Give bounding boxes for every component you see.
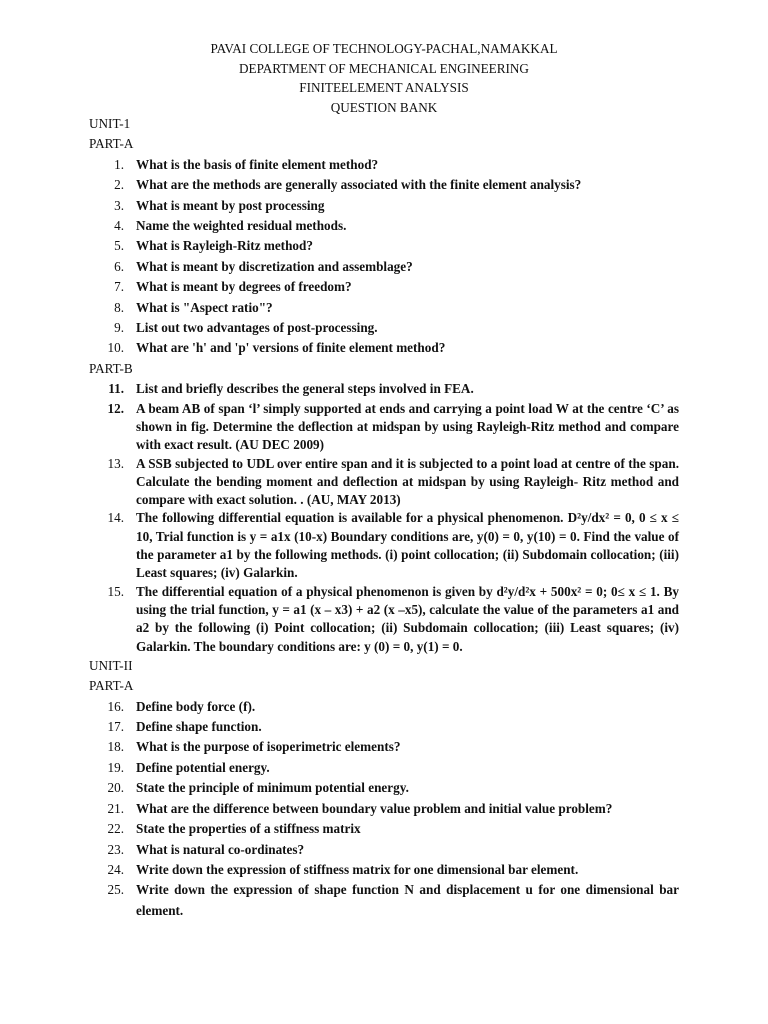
question-text: Name the weighted residual methods. <box>136 218 347 234</box>
question-item <box>89 400 679 455</box>
question-item <box>89 455 679 510</box>
question-text: List out two advantages of post-processing. <box>136 320 378 336</box>
question-item <box>89 155 679 175</box>
question-item <box>89 819 679 839</box>
question-number: 9. <box>114 320 124 336</box>
question-text: A beam AB of span ‘l’ simply supported at ends and carrying a point load W at the centre ‘C’ as shown in fig. Determine the deflection at midspan by using Rayleigh-Ritz method and compare with exact result. (AU DEC 2009) <box>136 400 679 453</box>
question-number: 4. <box>114 218 124 234</box>
question-item <box>89 509 679 582</box>
question-item <box>89 737 679 757</box>
question-number: 19. <box>107 759 124 775</box>
question-text: What is natural co-ordinates? <box>136 841 305 857</box>
unit1-part-b-list <box>89 379 679 656</box>
question-item <box>89 298 679 318</box>
question-number: 18. <box>107 739 124 755</box>
question-text: What is meant by discretization and assemblage? <box>136 258 413 274</box>
question-number: 21. <box>107 800 124 816</box>
question-item <box>89 257 679 277</box>
question-item <box>89 196 679 216</box>
question-number: 11. <box>108 381 124 397</box>
college-name: PAVAI COLLEGE OF TECHNOLOGY-PACHAL,NAMAKKAL <box>210 41 558 56</box>
question-item <box>89 318 679 338</box>
question-number: 7. <box>114 279 124 295</box>
question-text: What are 'h' and 'p' versions of finite element method? <box>136 340 446 356</box>
question-item <box>89 860 679 880</box>
question-item <box>89 840 679 860</box>
question-number: 8. <box>114 299 124 315</box>
question-item <box>89 583 679 656</box>
document-title: QUESTION BANK <box>330 99 438 115</box>
question-item <box>89 697 679 717</box>
unit1-part-b-heading: PART-B <box>89 360 133 376</box>
question-number: 23. <box>107 841 124 857</box>
question-text: A SSB subjected to UDL over entire span and it is subjected to a point load at centre of the span. Calculate the bending moment and deflection at midspan by using Rayleigh- Ritz method and compare with exact solution. . (AU, MAY 2013) <box>136 455 679 508</box>
question-number: 20. <box>107 780 124 796</box>
question-item <box>89 236 679 256</box>
department-name: DEPARTMENT OF MECHANICAL ENGINEERING <box>239 60 529 76</box>
question-item <box>89 758 679 778</box>
question-number: 12. <box>107 400 124 416</box>
unit1-heading: UNIT-1 <box>89 116 131 131</box>
document-header <box>0 39 768 117</box>
unit2-part-a-heading: PART-A <box>89 678 134 694</box>
question-text: Define shape function. <box>136 719 262 735</box>
question-item <box>89 799 679 819</box>
question-item <box>89 216 679 236</box>
question-text: What are the methods are generally associated with the finite element analysis? <box>136 177 582 193</box>
document-body <box>89 114 679 921</box>
question-number: 5. <box>114 238 124 254</box>
question-text: Write down the expression of shape function N and displacement u for one dimensional bar element. <box>136 882 679 918</box>
question-text: What is meant by degrees of freedom? <box>136 279 352 295</box>
question-text: What is meant by post processing <box>136 197 325 213</box>
subject-name: FINITEELEMENT ANALYSIS <box>299 80 469 95</box>
question-number: 10. <box>107 340 124 356</box>
question-number: 2. <box>114 177 124 193</box>
unit2-heading: UNIT-II <box>89 657 133 673</box>
question-item <box>89 379 679 399</box>
question-number: 17. <box>107 719 124 735</box>
question-text: The following differential equation is available for a physical phenomenon. D²y/dx² = 0, 0 ≤ x ≤ 10, Trial function is y = a1x (10-x) Boundary conditions are, y(0) = 0, y(10) = 0. Find the value of the parameter a1 by the following methods. (i) point collocation; (ii) Subdomain collocation; (iii) Least squares; (iv) Galarkin. <box>136 510 679 581</box>
question-text: What is the basis of finite element method? <box>136 156 379 172</box>
question-number: 1. <box>114 156 124 172</box>
question-number: 22. <box>107 821 124 837</box>
unit1-part-a-heading: PART-A <box>89 136 134 152</box>
unit1-part-a-list <box>89 155 679 359</box>
question-text: List and briefly describes the general steps involved in FEA. <box>136 381 474 397</box>
question-item <box>89 880 679 921</box>
question-number: 6. <box>114 258 124 274</box>
question-text: What are the difference between boundary value problem and initial value problem? <box>136 800 613 816</box>
question-number: 14. <box>107 510 124 526</box>
question-text: Define body force (f). <box>136 698 256 714</box>
question-number: 3. <box>114 197 124 213</box>
question-text: What is "Aspect ratio"? <box>136 299 273 315</box>
question-number: 25. <box>107 882 124 898</box>
question-number: 24. <box>107 861 124 877</box>
question-text: Define potential energy. <box>136 759 270 775</box>
question-item <box>89 175 679 195</box>
question-text: Write down the expression of stiffness matrix for one dimensional bar element. <box>136 861 579 877</box>
question-number: 16. <box>107 698 124 714</box>
question-item <box>89 277 679 297</box>
unit2-part-a-list <box>89 697 679 921</box>
question-text: What is Rayleigh-Ritz method? <box>136 238 313 254</box>
question-number: 15. <box>107 583 124 599</box>
question-item <box>89 778 679 798</box>
question-text: What is the purpose of isoperimetric elements? <box>136 739 401 755</box>
question-text: State the principle of minimum potential energy. <box>136 780 409 796</box>
question-text: The differential equation of a physical phenomenon is given by d²y/d²x + 500x² = 0; 0≤ x ≤ 1. By using the trial function, y = a1 (x – x3) + a2 (x –x5), calculate the value of the parameters a1 and a2 by the following (i) Point collocation; (ii) Subdomain collocation; (iii) Least squares; (iv) Galarkin. The boundary conditions are: y (0) = 0, y(1) = 0. <box>136 583 679 654</box>
question-item <box>89 717 679 737</box>
question-number: 13. <box>107 455 124 471</box>
question-item <box>89 338 679 358</box>
question-text: State the properties of a stiffness matrix <box>136 821 361 837</box>
